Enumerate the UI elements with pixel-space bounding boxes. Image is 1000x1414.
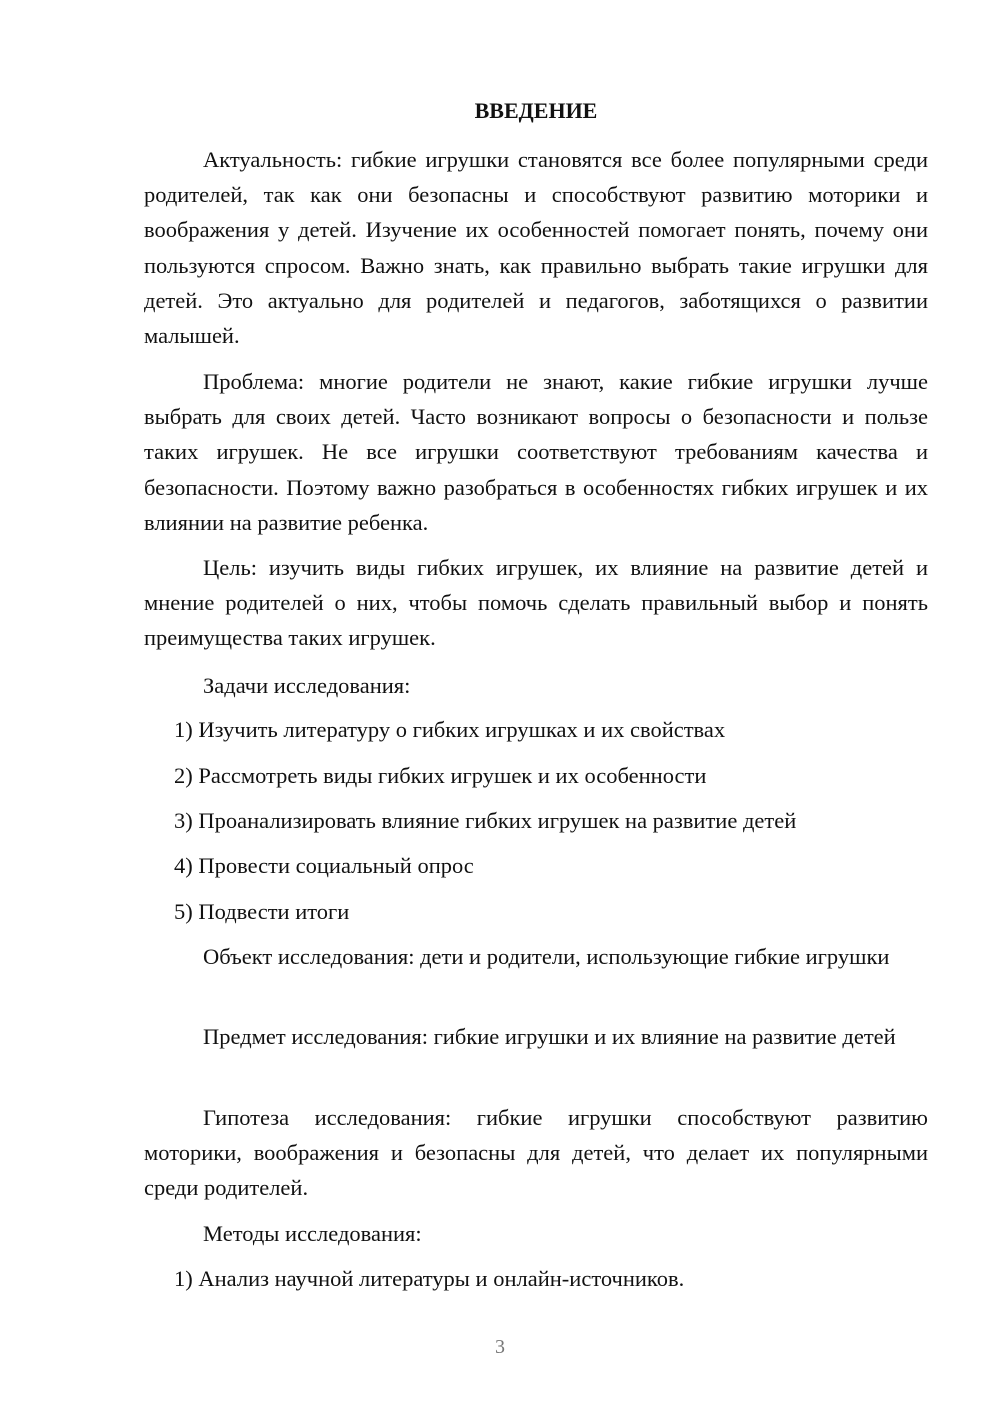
task-item-5: 5) Подвести итоги xyxy=(174,899,350,924)
paragraph-goal: Цель: изучить виды гибких игрушек, их влияние на развитие детей и мнение родителей о них, чтобы помочь сделать правильный выбор и понять преимущества таких игрушек. xyxy=(144,555,928,651)
page-number: 3 xyxy=(495,1336,505,1358)
task-item-3: 3) Проанализировать влияние гибких игрушек на развитие детей xyxy=(174,808,797,833)
paragraph-relevance: Актуальность: гибкие игрушки становятся все более популярными среди родителей, так как они безопасны и способствуют развитию моторики и воображения у детей. Изучение их особенностей помогает понять, почему они пользуются спросом. Важно знать, как правильно выбрать такие игрушки для детей. Это актуально для родителей и педагогов, заботящихся о развитии малышей. xyxy=(144,147,928,349)
methods-heading: Методы исследования: xyxy=(203,1221,422,1246)
paragraph-object: Объект исследования: дети и родители, использующие гибкие игрушки xyxy=(203,944,890,969)
paragraph-subject: Предмет исследования: гибкие игрушки и их влияние на развитие детей xyxy=(203,1024,896,1049)
method-item-1: 1) Анализ научной литературы и онлайн-источников. xyxy=(174,1266,685,1291)
paragraph-problem: Проблема: многие родители не знают, какие гибкие игрушки лучше выбрать для своих детей. Часто возникают вопросы о безопасности и пользе таких игрушек. Не все игрушки соответствуют требованиям качества и безопасности. Поэтому важно разобраться в особенностях гибких игрушек и их влиянии на развитие ребенка. xyxy=(144,369,928,535)
task-item-2: 2) Рассмотреть виды гибких игрушек и их особенности xyxy=(174,763,707,788)
task-item-1: 1) Изучить литературу о гибких игрушках и их свойствах xyxy=(174,717,726,742)
section-title: ВВЕДЕНИЕ xyxy=(474,98,598,123)
paragraph-hypothesis: Гипотеза исследования: гибкие игрушки способствуют развитию моторики, воображения и безопасны для детей, что делает их популярными среди родителей. xyxy=(144,1105,928,1201)
task-item-4: 4) Провести социальный опрос xyxy=(174,853,474,878)
tasks-heading: Задачи исследования: xyxy=(203,673,411,698)
